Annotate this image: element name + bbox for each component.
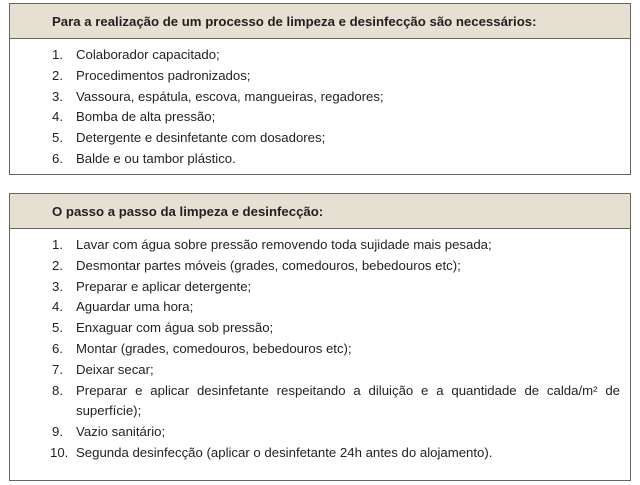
item-text: Colaborador capacitado; [76, 47, 220, 62]
item-number: 1. [52, 237, 63, 252]
cleaning-steps-list [10, 229, 630, 464]
item-text: Desmontar partes móveis (grades, comedouros, bebedouros etc); [76, 257, 461, 273]
cleaning-steps-header: O passo a passo da limpeza e desinfecção: [10, 194, 630, 229]
item-text: Preparar e aplicar detergente; [76, 278, 252, 294]
list-item [10, 422, 630, 443]
item-text: Balde e ou tambor plástico. [76, 150, 236, 166]
item-number: 3. [52, 88, 63, 104]
item-number: 1. [52, 47, 63, 62]
required-materials-box [9, 3, 631, 175]
item-text: Vassoura, espátula, escova, mangueiras, regadores; [76, 88, 384, 104]
item-text: Enxaguar com água sob pressão; [76, 320, 274, 336]
list-item [10, 107, 630, 128]
item-text: Lavar com água sobre pressão removendo toda sujidade mais pesada; [76, 237, 492, 252]
item-number: 5. [52, 320, 63, 336]
item-number: 4. [52, 109, 63, 125]
list-item [10, 256, 630, 277]
item-number: 5. [52, 130, 63, 146]
cleaning-steps-box [9, 193, 631, 481]
item-number: 8. [52, 382, 63, 398]
list-item [10, 297, 630, 318]
list-item [10, 87, 630, 108]
item-text: Procedimentos padronizados; [76, 67, 251, 83]
item-text: Vazio sanitário; [76, 424, 166, 440]
item-number: 6. [52, 340, 63, 356]
item-text: Bomba de alta pressão; [76, 109, 216, 125]
list-item [10, 149, 630, 170]
item-number: 4. [52, 299, 63, 315]
item-text: Preparar e aplicar desinfetante respeitando a diluição e a quantidade de calda/m² de superfície); [76, 382, 620, 419]
list-item [10, 339, 630, 360]
item-number: 2. [52, 257, 63, 273]
list-item [10, 66, 630, 87]
item-number: 9. [52, 424, 63, 440]
list-item [10, 381, 630, 423]
list-item [10, 277, 630, 298]
list-item [10, 45, 630, 66]
item-number: 3. [52, 278, 63, 294]
list-item [10, 235, 630, 256]
required-materials-list [10, 39, 630, 170]
required-materials-header: Para a realização de um processo de limpeza e desinfecção são necessários: [10, 4, 630, 39]
item-text: Montar (grades, comedouros, bebedouros etc); [76, 340, 352, 356]
item-number: 7. [52, 361, 63, 377]
item-text: Aguardar uma hora; [76, 299, 194, 315]
item-number: 6. [52, 150, 63, 166]
item-text: Deixar secar; [76, 361, 154, 377]
list-item [10, 360, 630, 381]
item-number: 2. [52, 67, 63, 83]
list-item [10, 318, 630, 339]
list-item [10, 128, 630, 149]
list-item [10, 443, 630, 464]
item-number: 10. [50, 444, 69, 460]
item-text: Segunda desinfecção (aplicar o desinfetante 24h antes do alojamento). [76, 444, 493, 460]
item-text: Detergente e desinfetante com dosadores; [76, 130, 326, 146]
